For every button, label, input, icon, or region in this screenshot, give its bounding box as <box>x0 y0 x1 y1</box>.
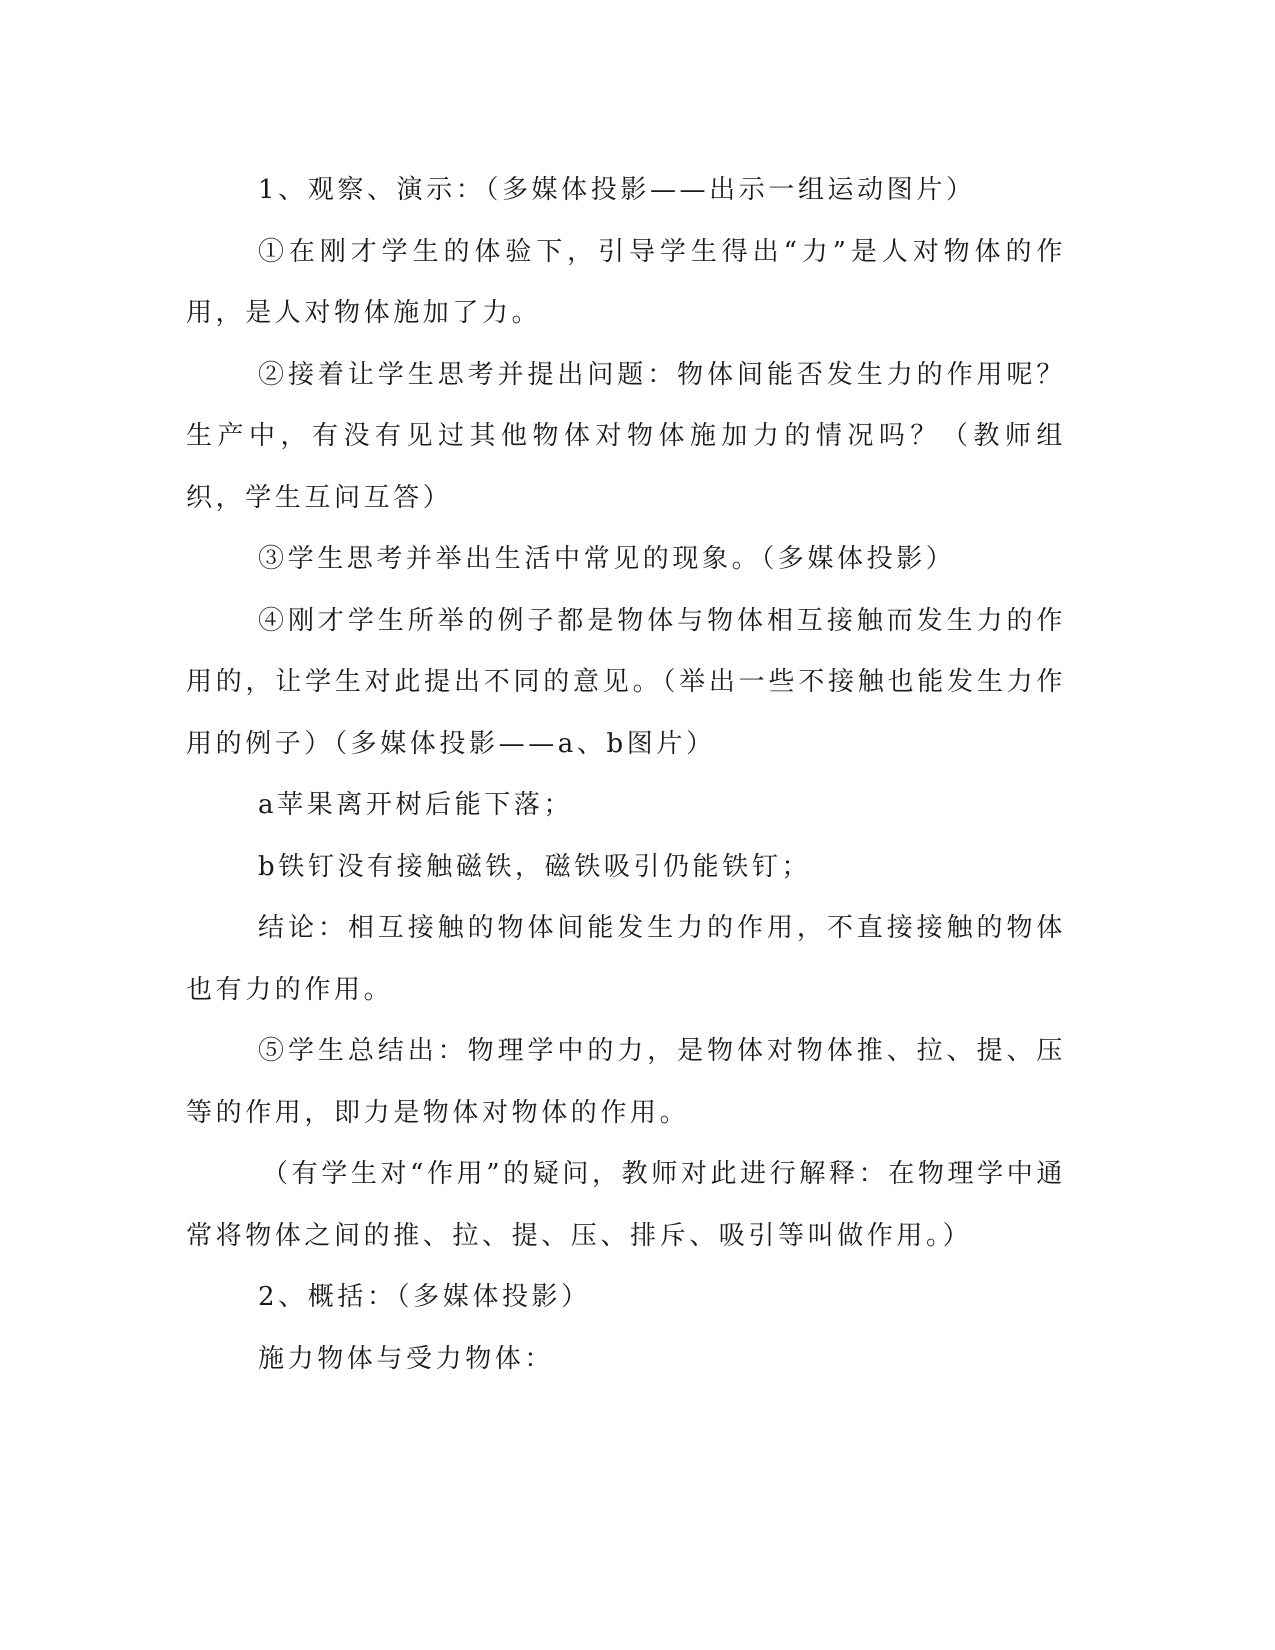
paragraph-observation-demo: 1、观察、演示：（多媒体投影——出示一组运动图片） <box>258 175 976 205</box>
paragraph-example-b: b铁钉没有接触磁铁，磁铁吸引仍能铁钉； <box>258 851 812 882</box>
paragraph-step-5: ⑤学生总结出：物理学中的力，是物体对物体推、拉、提、压等的作用，即力是物体对物体的作用。 <box>186 1036 1066 1128</box>
paragraph-example-a: a苹果离开树后能下落； <box>258 790 574 820</box>
paragraph-step-4: ④刚才学生所举的例子都是物体与物体相互接触而发生力的作用的，让学生对此提出不同的意见。（举出一些不接触也能发生力作用的例子）（多媒体投影——a、b图片） <box>186 605 1066 759</box>
paragraph-step-3: ③学生思考并举出生活中常见的现象。（多媒体投影） <box>258 544 956 574</box>
paragraph-summary-heading: 2、概括：（多媒体投影） <box>258 1282 591 1312</box>
paragraph-explanation: （有学生对“作用”的疑问，教师对此进行解释：在物理学中通常将物体之间的推、拉、提、压、排斥、吸引等叫做作用。） <box>186 1159 1066 1251</box>
paragraph-force-objects: 施力物体与受力物体： <box>258 1343 555 1374</box>
paragraph-step-1: ①在刚才学生的体验下，引导学生得出“力”是人对物体的作用，是人对物体施加了力。 <box>186 236 1066 328</box>
document-body <box>186 160 1066 1390</box>
paragraph-conclusion: 结论：相互接触的物体间能发生力的作用，不直接接触的物体也有力的作用。 <box>186 913 1066 1005</box>
paragraph-step-2: ②接着让学生思考并提出问题：物体间能否发生力的作用呢？生产中，有没有见过其他物体对物体施加力的情况吗？（教师组织，学生互问互答） <box>186 359 1066 513</box>
